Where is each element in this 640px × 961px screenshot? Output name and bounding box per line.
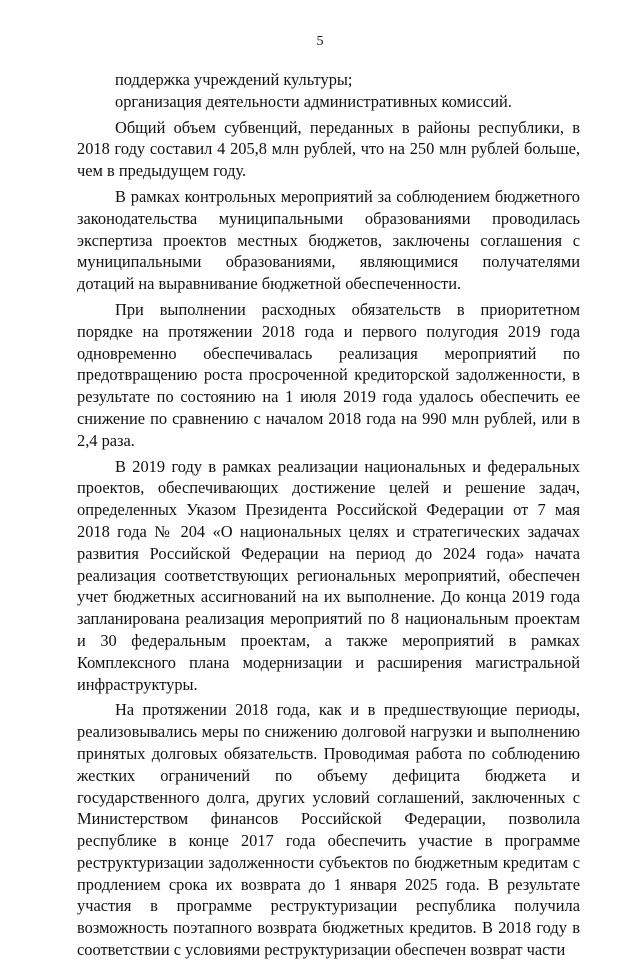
list-item-culture: поддержка учреждений культуры;	[115, 70, 353, 89]
list-item-commissions: организация деятельности административных комиссий.	[115, 91, 512, 111]
paragraph-debt-restructuring: На протяжении 2018 года, как и в предшествующие периоды, реализовывались меры по снижению долговой нагрузки и выполнению принятых долговых обязательств. Проводимая работа по соблюдению жестких ограничений по объему дефицита бюджета и государственного долга, других условий соглашений, заключенных с Министерством финансов Российской Федерации, позволила республике в конце 2017 года обеспечить участие в программе реструктуризации задолженности субъектов по бюджетным кредитам с продлением срока их возврата до 1 января 2025 года. В результате участия в программе реструктуризации республика получила возможность поэтапного возврата бюджетных кредитов. В 2018 году в соответствии с условиями реструктуризации обеспечен возврат части	[77, 700, 580, 960]
paragraph-national-projects: В 2019 году в рамках реализации национальных и федеральных проектов, обеспечивающих достижение целей и решение задач, определенных Указом Президента Российской Федерации от 7 мая 2018 года № 204 «О национальных целях и стратегических задачах развития Российской Федерации на период до 2024 года» начата реализация соответствующих региональных мероприятий, обеспечен учет бюджетных ассигнований на их выполнение. До конца 2019 года запланирована реализация мероприятий по 8 национальным проектам и 30 федеральным проектам, а также мероприятий в рамках Комплексного плана модернизации и расширения магистральной инфраструктуры.	[77, 456, 580, 694]
body-text	[77, 69, 580, 961]
paragraph-expenditure-obligations: При выполнении расходных обязательств в приоритетном порядке на протяжении 2018 года и первого полугодия 2019 года одновременно обеспечивалась реализация мероприятий по предотвращению роста просроченной кредиторской задолженности, в результате по состоянию на 1 июля 2019 года удалось обеспечить ее снижение по сравнению с началом 2018 года на 990 млн рублей, или в 2,4 раза.	[77, 299, 580, 450]
paragraph-control-measures: В рамках контрольных мероприятий за соблюдением бюджетного законодательства муниципальными образованиями проводилась экспертиза проектов местных бюджетов, заключены соглашения с муниципальными образованиями, являющимися получателями дотаций на выравнивание бюджетной обеспеченности.	[77, 186, 580, 294]
page-number: 5	[316, 34, 324, 49]
paragraph-subventions: Общий объем субвенций, переданных в районы республики, в 2018 году составил 4 205,8 млн рублей, что на 250 млн рублей больше, чем в предыдущем году.	[77, 117, 580, 181]
